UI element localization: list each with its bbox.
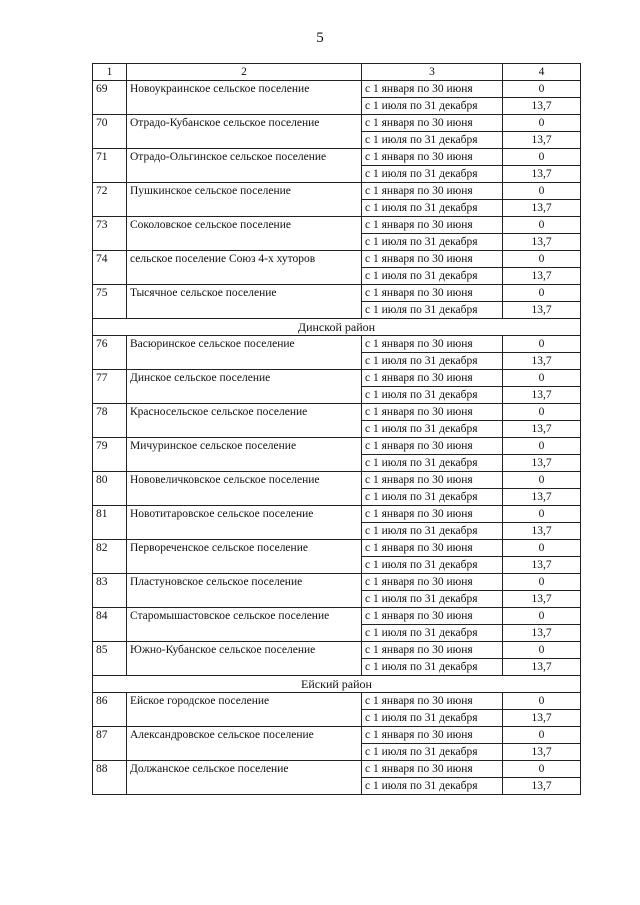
- settlement-name: Пластуновское сельское поселение: [127, 574, 362, 608]
- table-row: [93, 761, 581, 778]
- rate-cell: 13,7: [503, 625, 581, 642]
- period-cell: с 1 января по 30 июня: [362, 540, 503, 557]
- rate-cell: 0: [503, 506, 581, 523]
- rate-cell: 0: [503, 115, 581, 132]
- table-body: [93, 64, 581, 795]
- settlement-name: сельское поселение Союз 4-х хуторов: [127, 251, 362, 285]
- table-row: [93, 540, 581, 557]
- period-cell: с 1 июля по 31 декабря: [362, 591, 503, 608]
- rate-cell: 13,7: [503, 744, 581, 761]
- period-cell: с 1 января по 30 июня: [362, 761, 503, 778]
- table-row: [93, 149, 581, 166]
- table-row: [93, 727, 581, 744]
- period-cell: с 1 июля по 31 декабря: [362, 744, 503, 761]
- settlement-name: Нововеличковское сельское поселение: [127, 472, 362, 506]
- period-cell: с 1 июля по 31 декабря: [362, 489, 503, 506]
- table-row: [93, 336, 581, 353]
- rate-cell: 0: [503, 438, 581, 455]
- row-number: 79: [93, 438, 127, 472]
- table-row: [93, 642, 581, 659]
- row-number: 72: [93, 183, 127, 217]
- period-cell: с 1 июля по 31 декабря: [362, 234, 503, 251]
- header-col-1: 1: [93, 64, 127, 81]
- settlement-name: Тысячное сельское поселение: [127, 285, 362, 319]
- period-cell: с 1 июля по 31 декабря: [362, 625, 503, 642]
- row-number: 71: [93, 149, 127, 183]
- table-row: [93, 608, 581, 625]
- period-cell: с 1 января по 30 июня: [362, 217, 503, 234]
- rate-cell: 0: [503, 404, 581, 421]
- table-row: [93, 285, 581, 302]
- row-number: 76: [93, 336, 127, 370]
- rate-cell: 0: [503, 727, 581, 744]
- settlement-name: Соколовское сельское поселение: [127, 217, 362, 251]
- period-cell: с 1 июля по 31 декабря: [362, 659, 503, 676]
- period-cell: с 1 июля по 31 декабря: [362, 200, 503, 217]
- district-name: Динской район: [93, 319, 581, 336]
- period-cell: с 1 января по 30 июня: [362, 472, 503, 489]
- district-header-row: [93, 676, 581, 693]
- period-cell: с 1 января по 30 июня: [362, 404, 503, 421]
- rate-cell: 0: [503, 693, 581, 710]
- settlement-name: Новоукраинское сельское поселение: [127, 81, 362, 115]
- row-number: 87: [93, 727, 127, 761]
- rate-cell: 0: [503, 574, 581, 591]
- header-col-3: 3: [362, 64, 503, 81]
- page-number: 5: [316, 30, 324, 46]
- rate-cell: 13,7: [503, 132, 581, 149]
- period-cell: с 1 июля по 31 декабря: [362, 387, 503, 404]
- period-cell: с 1 января по 30 июня: [362, 149, 503, 166]
- settlement-name: Динское сельское поселение: [127, 370, 362, 404]
- period-cell: с 1 июля по 31 декабря: [362, 523, 503, 540]
- settlement-name: Первореченское сельское поселение: [127, 540, 362, 574]
- settlement-name: Старомышастовское сельское поселение: [127, 608, 362, 642]
- row-number: 70: [93, 115, 127, 149]
- settlement-name: Новотитаровское сельское поселение: [127, 506, 362, 540]
- rate-cell: 13,7: [503, 421, 581, 438]
- settlement-name: Пушкинское сельское поселение: [127, 183, 362, 217]
- period-cell: с 1 января по 30 июня: [362, 574, 503, 591]
- period-cell: с 1 июля по 31 декабря: [362, 421, 503, 438]
- rate-cell: 13,7: [503, 98, 581, 115]
- row-number: 73: [93, 217, 127, 251]
- settlement-name: Должанское сельское поселение: [127, 761, 362, 795]
- rate-cell: 0: [503, 336, 581, 353]
- table-row: [93, 506, 581, 523]
- rate-cell: 13,7: [503, 200, 581, 217]
- rate-cell: 0: [503, 285, 581, 302]
- rate-cell: 13,7: [503, 489, 581, 506]
- row-number: 78: [93, 404, 127, 438]
- rate-cell: 13,7: [503, 557, 581, 574]
- row-number: 80: [93, 472, 127, 506]
- period-cell: с 1 января по 30 июня: [362, 251, 503, 268]
- row-number: 81: [93, 506, 127, 540]
- rate-cell: 13,7: [503, 353, 581, 370]
- period-cell: с 1 января по 30 июня: [362, 285, 503, 302]
- period-cell: с 1 января по 30 июня: [362, 693, 503, 710]
- period-cell: с 1 января по 30 июня: [362, 608, 503, 625]
- rate-cell: 13,7: [503, 302, 581, 319]
- rate-cell: 0: [503, 149, 581, 166]
- header-col-4: 4: [503, 64, 581, 81]
- settlement-name: Отрадо-Ольгинское сельское поселение: [127, 149, 362, 183]
- rate-cell: 13,7: [503, 166, 581, 183]
- table-row: [93, 404, 581, 421]
- period-cell: с 1 июля по 31 декабря: [362, 353, 503, 370]
- row-number: 82: [93, 540, 127, 574]
- rate-cell: 0: [503, 251, 581, 268]
- period-cell: с 1 января по 30 июня: [362, 336, 503, 353]
- row-number: 86: [93, 693, 127, 727]
- table-row: [93, 472, 581, 489]
- settlement-name: Александровское сельское поселение: [127, 727, 362, 761]
- row-number: 84: [93, 608, 127, 642]
- table-row: [93, 115, 581, 132]
- settlement-name: Ейское городское поселение: [127, 693, 362, 727]
- rate-cell: 0: [503, 183, 581, 200]
- period-cell: с 1 июля по 31 декабря: [362, 268, 503, 285]
- period-cell: с 1 июля по 31 декабря: [362, 302, 503, 319]
- period-cell: с 1 января по 30 июня: [362, 115, 503, 132]
- district-name: Ейский район: [93, 676, 581, 693]
- rate-cell: 13,7: [503, 455, 581, 472]
- settlement-name: Южно-Кубанское сельское поселение: [127, 642, 362, 676]
- tariff-table: [92, 63, 581, 795]
- table-row: [93, 574, 581, 591]
- table-row: [93, 81, 581, 98]
- rate-cell: 13,7: [503, 523, 581, 540]
- rate-cell: 13,7: [503, 234, 581, 251]
- settlement-name: Васюринское сельское поселение: [127, 336, 362, 370]
- table-header-row: [93, 64, 581, 81]
- settlement-name: Отрадо-Кубанское сельское поселение: [127, 115, 362, 149]
- table-row: [93, 370, 581, 387]
- row-number: 77: [93, 370, 127, 404]
- district-header-row: [93, 319, 581, 336]
- row-number: 83: [93, 574, 127, 608]
- row-number: 69: [93, 81, 127, 115]
- rate-cell: 13,7: [503, 591, 581, 608]
- row-number: 74: [93, 251, 127, 285]
- rate-cell: 13,7: [503, 387, 581, 404]
- table-row: [93, 693, 581, 710]
- period-cell: с 1 июля по 31 декабря: [362, 98, 503, 115]
- period-cell: с 1 января по 30 июня: [362, 183, 503, 200]
- rate-cell: 0: [503, 540, 581, 557]
- rate-cell: 0: [503, 642, 581, 659]
- rate-cell: 0: [503, 472, 581, 489]
- period-cell: с 1 июля по 31 декабря: [362, 557, 503, 574]
- settlement-name: Красносельское сельское поселение: [127, 404, 362, 438]
- row-number: 85: [93, 642, 127, 676]
- table-row: [93, 217, 581, 234]
- rate-cell: 0: [503, 81, 581, 98]
- rate-cell: 0: [503, 608, 581, 625]
- rate-cell: 0: [503, 761, 581, 778]
- rate-cell: 13,7: [503, 710, 581, 727]
- period-cell: с 1 июля по 31 декабря: [362, 778, 503, 795]
- row-number: 88: [93, 761, 127, 795]
- table-row: [93, 251, 581, 268]
- period-cell: с 1 июля по 31 декабря: [362, 132, 503, 149]
- period-cell: с 1 июля по 31 декабря: [362, 166, 503, 183]
- rate-cell: 0: [503, 217, 581, 234]
- settlement-name: Мичуринское сельское поселение: [127, 438, 362, 472]
- rate-cell: 0: [503, 370, 581, 387]
- period-cell: с 1 июля по 31 декабря: [362, 710, 503, 727]
- table-row: [93, 438, 581, 455]
- header-col-2: 2: [127, 64, 362, 81]
- rate-cell: 13,7: [503, 659, 581, 676]
- period-cell: с 1 января по 30 июня: [362, 506, 503, 523]
- table-row: [93, 183, 581, 200]
- rate-cell: 13,7: [503, 778, 581, 795]
- row-number: 75: [93, 285, 127, 319]
- period-cell: с 1 июля по 31 декабря: [362, 455, 503, 472]
- rate-cell: 13,7: [503, 268, 581, 285]
- period-cell: с 1 января по 30 июня: [362, 438, 503, 455]
- period-cell: с 1 января по 30 июня: [362, 727, 503, 744]
- period-cell: с 1 января по 30 июня: [362, 81, 503, 98]
- period-cell: с 1 января по 30 июня: [362, 370, 503, 387]
- period-cell: с 1 января по 30 июня: [362, 642, 503, 659]
